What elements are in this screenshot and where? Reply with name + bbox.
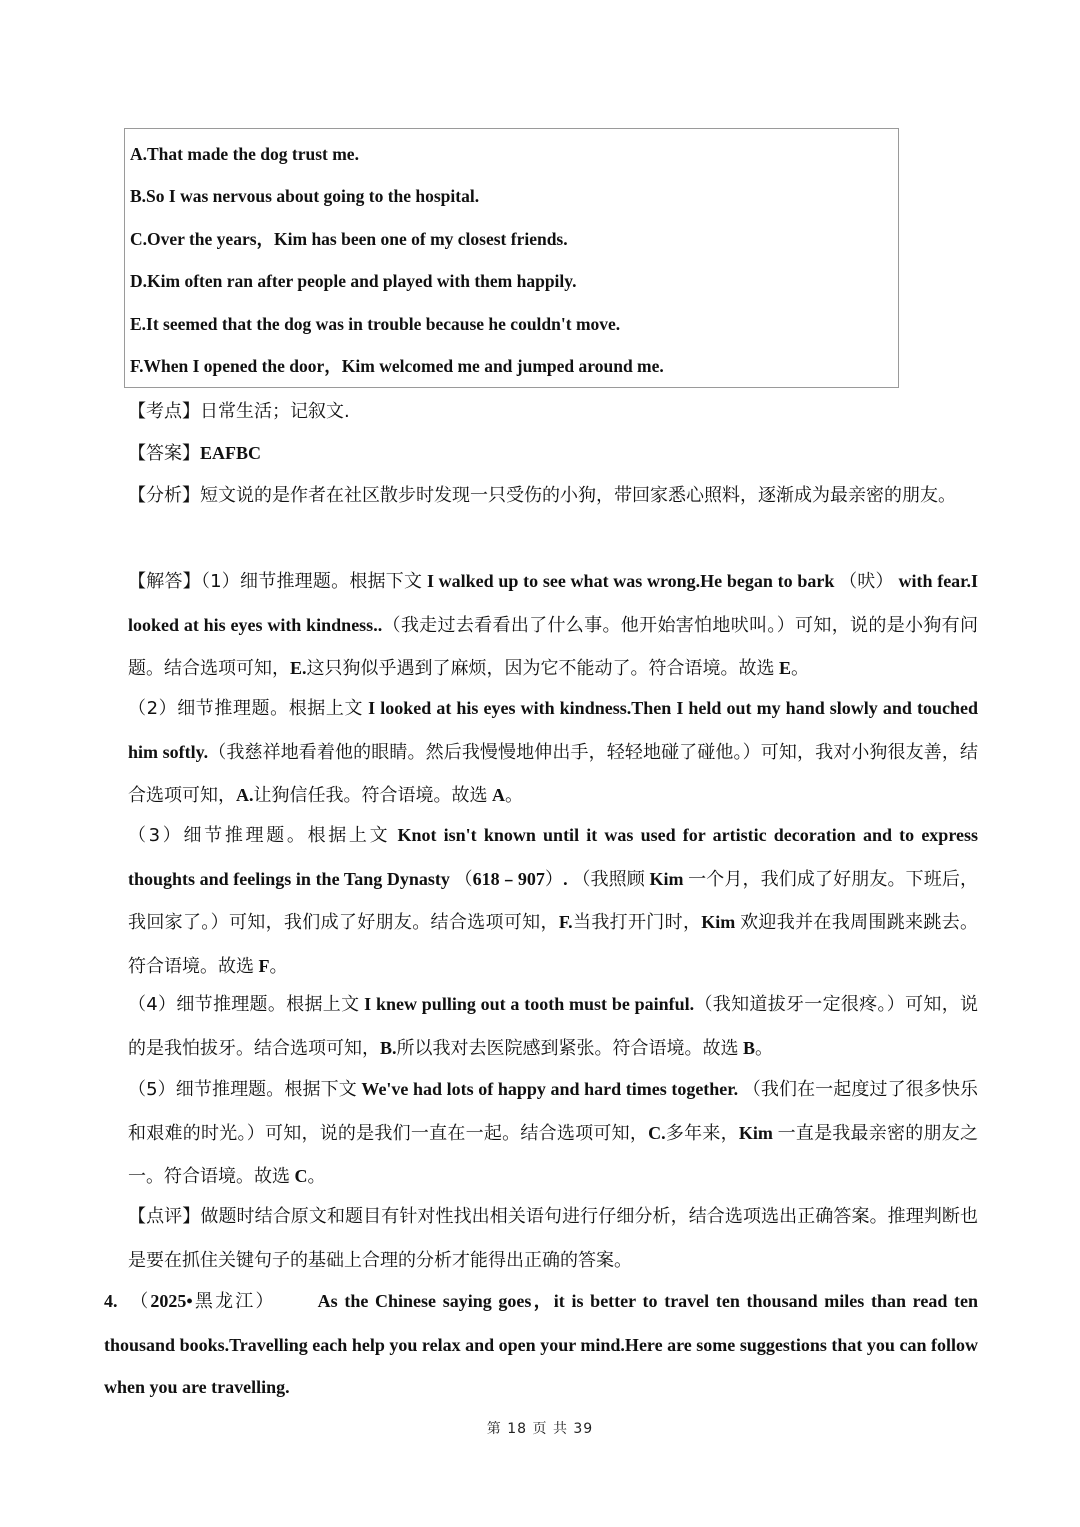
step3-period: .	[563, 868, 573, 889]
step2-explanation: 让狗信任我。符合语境。故选	[253, 785, 488, 806]
solution-step-4	[128, 983, 978, 1070]
step2-intro: （2）细节推理题。根据上文	[128, 698, 364, 719]
step5-explanation-a: 多年来，	[665, 1122, 739, 1144]
step5-option-letter: C.	[648, 1122, 666, 1143]
step3-intro: （3）细节推理题。根据上文	[128, 825, 391, 846]
step1-option-letter: E.	[290, 658, 307, 678]
step5-kim: Kim	[738, 1122, 778, 1143]
step5-translation: （我们在一起度过了很多快乐和艰难的时光。）可知，说的是我们一直在一起。结合选项可知，	[128, 1079, 979, 1144]
question-source-year: 2025•	[150, 1291, 193, 1311]
step5-answer: C	[290, 1166, 308, 1186]
step5-intro: （5）细节推理题。根据下文	[128, 1079, 357, 1100]
step5-explanation-b: 一直是我最亲密的朋友之一。符合语境。故选	[128, 1122, 979, 1187]
question-source-open: （	[128, 1291, 151, 1312]
step3-paren-open: （	[454, 868, 473, 890]
step4-translation: （我知道拔牙一定很疼。）可知，说的是我怕拔牙。结合选项可知，	[128, 994, 979, 1059]
option-d: D.Kim often ran after people and played with them happily.	[130, 271, 577, 291]
step4-option-letter: B.	[380, 1037, 397, 1058]
step1-explanation: 这只狗似乎遇到了麻烦，因为它不能动了。符合语境。故选	[306, 658, 775, 679]
solution-step-2	[128, 687, 978, 818]
step3-explanation-b: 欢迎我并在我周围跳来跳去。符合语境。故选	[128, 912, 979, 977]
kaodian-text: 日常生活；记叙文.	[200, 401, 350, 422]
step1-translation: （我走过去看看出了什么事。他开始害怕地吠叫。）可知，说的是小狗有问题。结合选项可知，	[128, 614, 979, 679]
step1-quote: I walked up to see what was wrong.He began to bark	[422, 571, 840, 591]
step2-quote: I looked at his eyes with kindness.Then I held out my hand slowly and touched him softly.	[128, 698, 978, 762]
step1-end: 。	[791, 658, 810, 679]
step3-paren-close: ）	[544, 868, 564, 890]
step4-explanation: 所以我对去医院感到紧张。符合语境。故选	[396, 1037, 739, 1059]
option-b: B.So I was nervous about going to the hospital.	[130, 186, 480, 206]
step5-quote: We've had lots of happy and hard times together.	[356, 1079, 743, 1099]
step3-option-letter: F.	[558, 912, 573, 932]
answer-tag: 【答案】	[128, 443, 200, 464]
step2-translation: （我慈祥地看着他的眼睛。然后我慢慢地伸出手，轻轻地碰了碰他。）可知，我对小狗很友善，结合选项可知，	[128, 741, 978, 806]
question-text: As the Chinese saying goes，it is better to travel ten thousand miles than read ten thousand books.Travelling each help you relax and open your mind.Here are some suggestions that you can follow when you are travelling.	[104, 1291, 979, 1397]
step1-answer: E	[774, 658, 792, 678]
solution-step-3	[128, 814, 978, 988]
step3-answer: F	[254, 955, 270, 976]
step3-end: 。	[269, 955, 288, 977]
comment-text: 做题时结合原文和题目有针对性找出相关语句进行仔细分析，结合选项选出正确答案。推理判断也是要在抓住关键句子的基础上合理的分析才能得出正确的答案。	[128, 1206, 979, 1271]
analysis-section	[128, 474, 978, 518]
step5-end: 。	[307, 1166, 326, 1187]
step4-end: 。	[755, 1037, 774, 1059]
step4-intro: （4）细节推理题。根据上文	[128, 994, 360, 1015]
step1-gloss: （吠）	[839, 571, 894, 592]
answer-text: EAFBC	[200, 443, 262, 463]
analysis-tag: 【分析】	[128, 485, 200, 506]
step1-intro: （1）细节推理题。根据下文	[200, 571, 423, 592]
question-number: 4.	[104, 1291, 118, 1311]
kaodian-tag: 【考点】	[128, 401, 200, 422]
option-e: E.It seemed that the dog was in trouble because he couldn't move.	[130, 314, 621, 334]
option-a: A.That made the dog trust me.	[130, 144, 359, 164]
step3-kim: Kim	[644, 868, 689, 889]
step3-years: 618﹣907	[472, 868, 545, 889]
step3-kim-2: Kim	[701, 912, 741, 932]
step4-answer: B	[738, 1037, 756, 1058]
kaodian-section	[128, 390, 978, 434]
step3-explanation-a: 当我打开门时，	[572, 912, 702, 933]
option-f: F.When I opened the door，Kim welcomed me and jumped around me.	[130, 356, 664, 376]
solution-step-1	[128, 560, 978, 691]
comment-section	[128, 1195, 978, 1282]
question-source-region: 黑龙江）	[192, 1291, 276, 1312]
page-footer: 第 18 页 共 39	[486, 1421, 594, 1437]
step4-quote: I knew pulling out a tooth must be painful.	[359, 994, 695, 1014]
solution-step-5	[128, 1068, 978, 1199]
step1-quote-cont: with fear.I looked at his eyes with kindness..	[128, 571, 979, 635]
step3-translation-b: 一个月，我们成了好朋友。下班后，我回家了。）可知，我们成了好朋友。结合选项可知，	[128, 868, 979, 933]
step2-answer: A	[487, 785, 505, 805]
solution-tag: 【解答】	[128, 571, 201, 592]
options-box	[124, 128, 899, 388]
step2-end: 。	[505, 785, 523, 806]
question-4	[104, 1280, 978, 1409]
answer-section	[128, 432, 978, 476]
comment-tag: 【点评】	[128, 1206, 201, 1227]
analysis-text: 短文说的是作者在社区散步时发现一只受伤的小狗，带回家悉心照料，逐渐成为最亲密的朋友。	[200, 485, 956, 506]
step3-quote: Knot isn't known until it was used for artistic decoration and to express thoughts and feelings in the Tang Dynasty	[128, 825, 978, 889]
step2-option-letter: A.	[236, 785, 254, 805]
option-c: C.Over the years，Kim has been one of my closest friends.	[130, 229, 568, 249]
step3-translation-a: （我照顾	[572, 868, 645, 890]
